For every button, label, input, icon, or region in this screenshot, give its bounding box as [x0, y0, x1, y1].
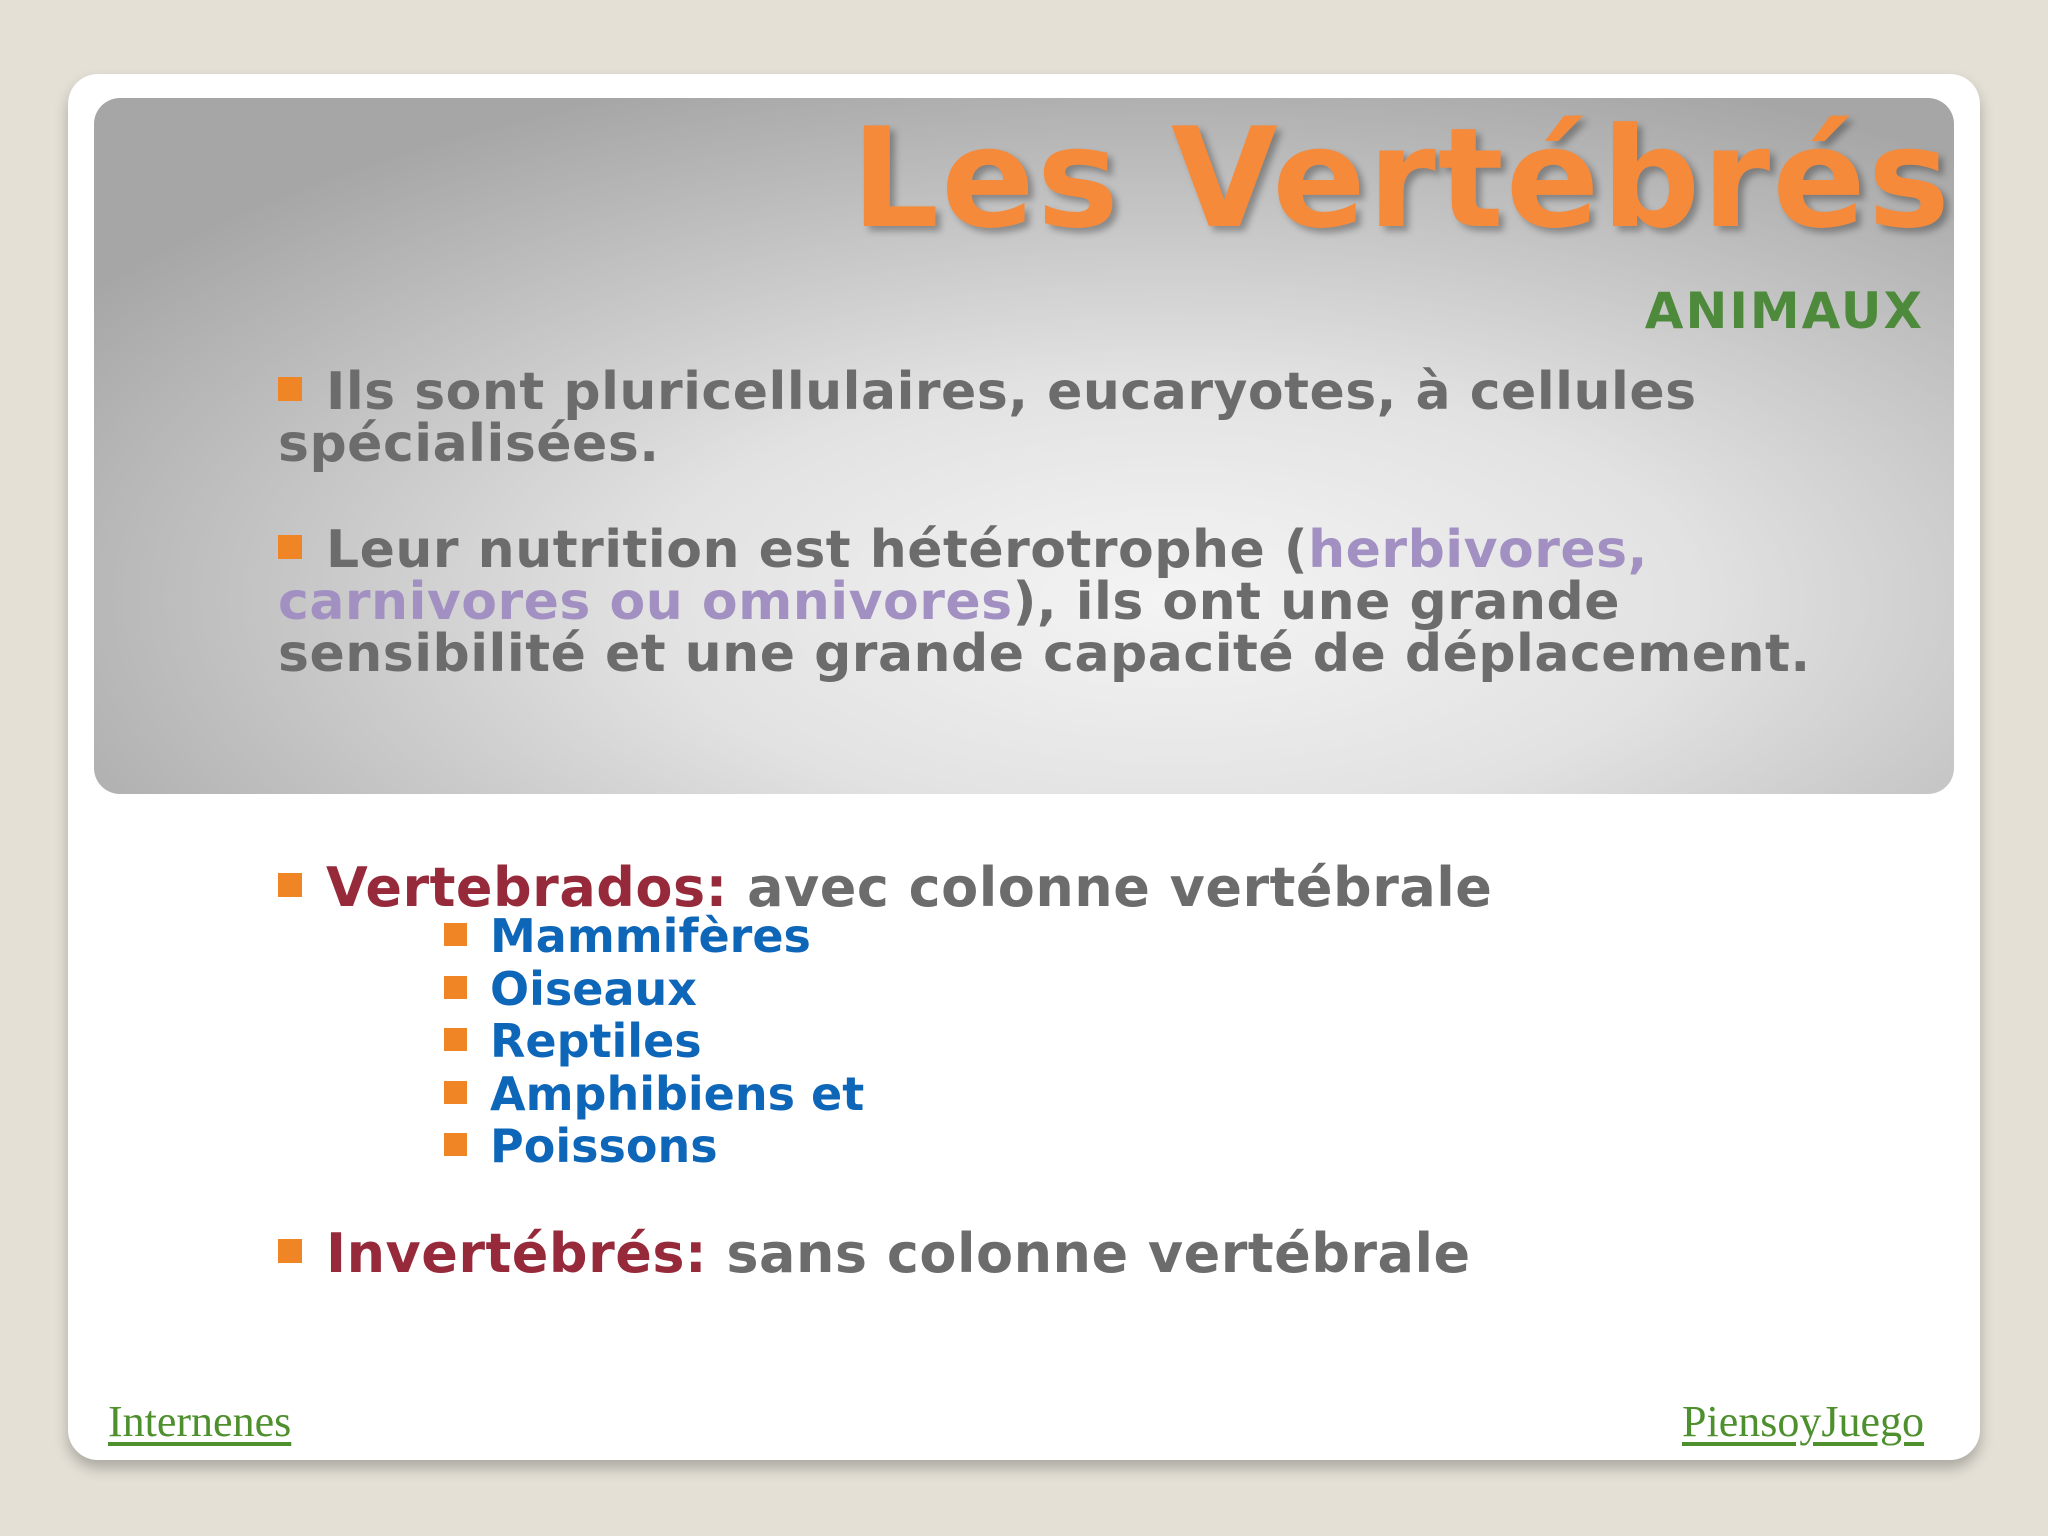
square-bullet-icon	[444, 1028, 467, 1051]
slide-title: Les Vertébrés	[851, 98, 1952, 259]
list-item-label: Amphibiens et	[490, 1066, 865, 1121]
vertebrate-classes-list	[444, 910, 864, 1173]
nutrition-text-before: Leur nutrition est hétérotrophe (	[326, 520, 1309, 580]
intro-paragraphs	[278, 362, 1838, 684]
list-item-oiseaux	[444, 963, 864, 1016]
bullet-pluricellular-text: Ils sont pluricellulaires, eucaryotes, à cellules spécialisées.	[278, 362, 1697, 474]
invertebres-text: sans colonne vertébrale	[726, 1222, 1471, 1285]
square-bullet-icon	[444, 923, 467, 946]
bullet-pluricellular	[278, 362, 1838, 474]
invertebres-label: Invertébrés:	[326, 1222, 708, 1285]
bullet-nutrition	[278, 520, 1838, 684]
list-item-label: Reptiles	[490, 1014, 702, 1068]
square-bullet-icon	[278, 535, 302, 559]
square-bullet-icon	[278, 1239, 302, 1263]
slide-subtitle: ANIMAUX	[1644, 282, 1924, 340]
square-bullet-icon	[278, 377, 302, 401]
list-item-label: Oiseaux	[490, 961, 697, 1016]
bullet-invertebres	[278, 1222, 1471, 1285]
square-bullet-icon	[444, 1081, 467, 1104]
list-item-label: Poissons	[490, 1119, 718, 1173]
list-item-mammiferes	[444, 910, 864, 963]
square-bullet-icon	[278, 873, 302, 897]
list-item-poissons	[444, 1120, 864, 1173]
piensoyjuego-link[interactable]: PiensoyJuego	[1682, 1397, 1924, 1446]
nutrition-highlight: herbivores, carnivores ou omnivores	[278, 520, 1648, 632]
square-bullet-icon	[444, 976, 467, 999]
vertebrados-label: Vertebrados:	[326, 856, 728, 919]
list-item-reptiles	[444, 1015, 864, 1068]
internenes-link[interactable]: Internenes	[108, 1397, 292, 1446]
vertebrados-text: avec colonne vertébrale	[747, 856, 1493, 919]
list-item-amphibiens	[444, 1068, 864, 1121]
list-item-label: Mammifères	[490, 909, 811, 963]
square-bullet-icon	[444, 1133, 467, 1156]
nutrition-text-after: ), ils ont une grande sensibilité et une grande capacité de déplacement.	[278, 572, 1811, 684]
